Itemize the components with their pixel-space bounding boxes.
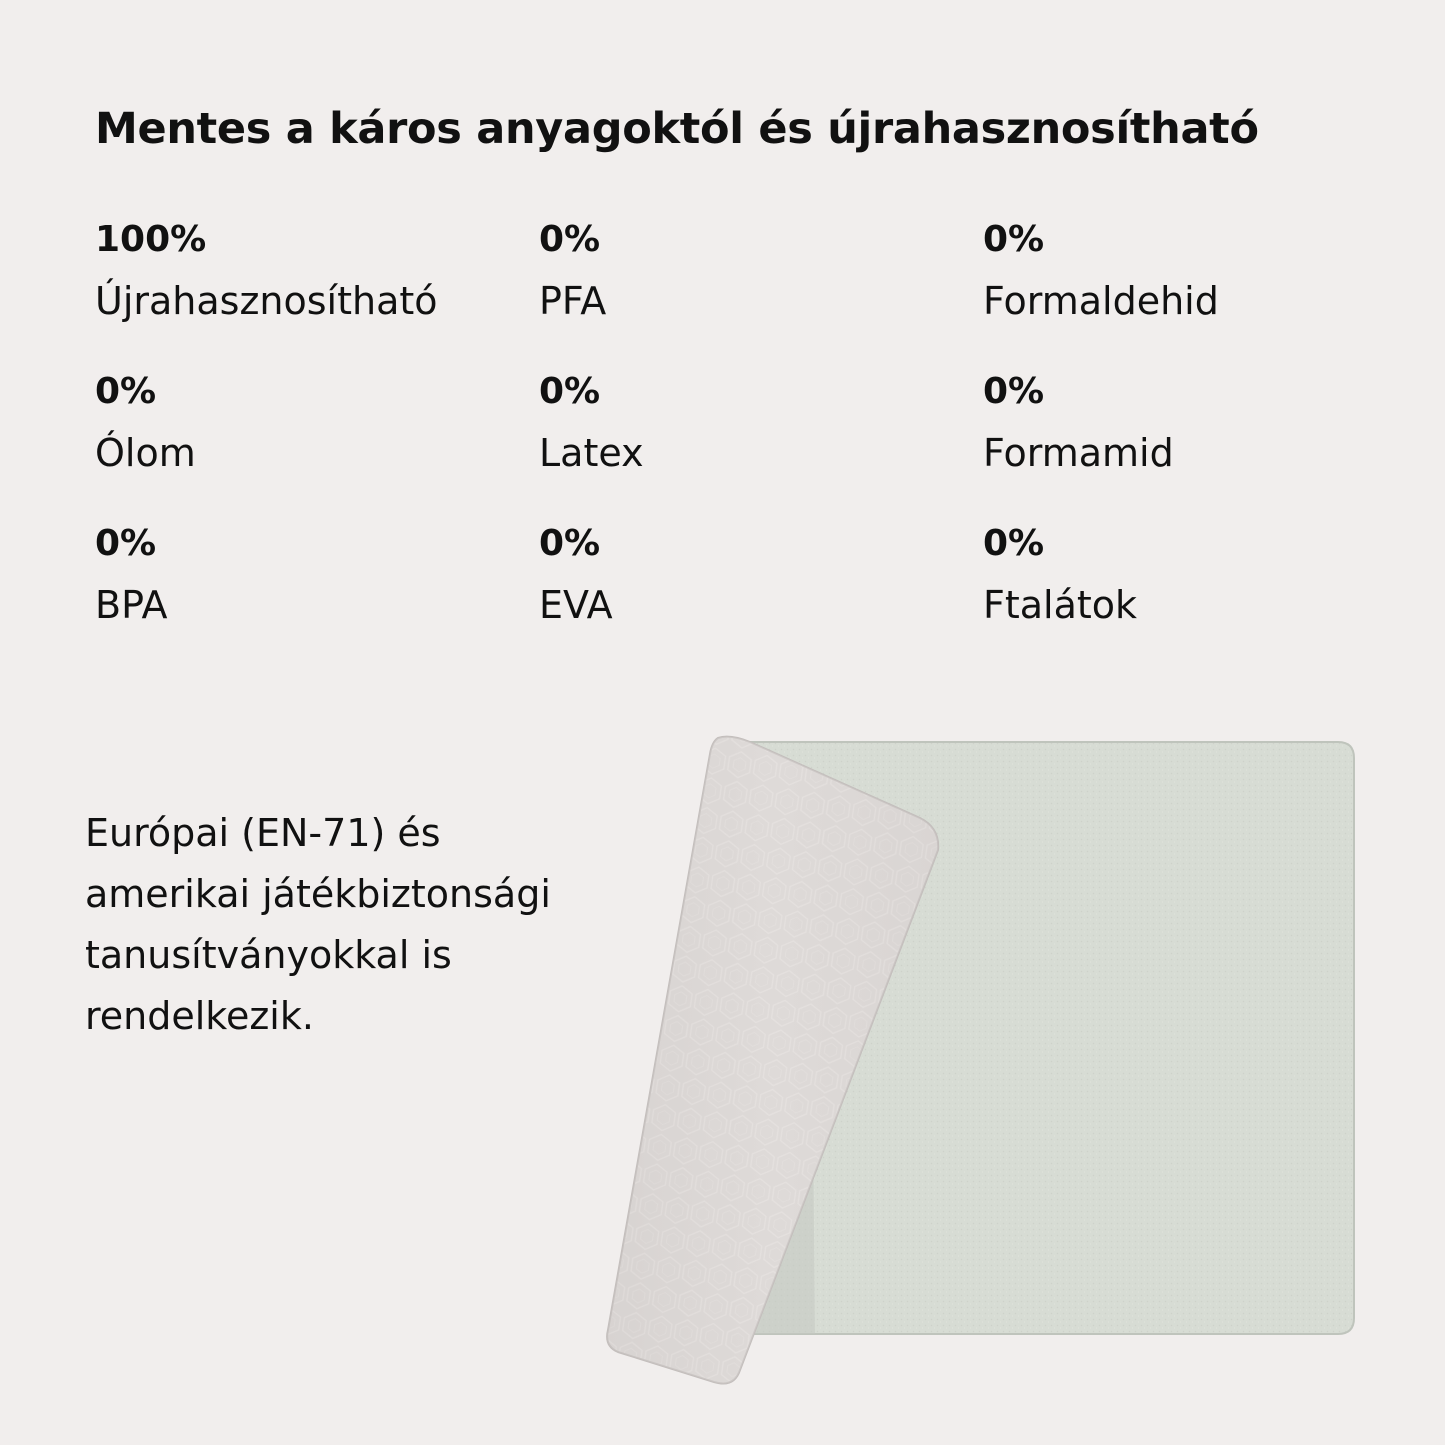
stat-value: 0% [95,371,157,412]
stat-label: Ftalátok [983,583,1138,627]
stat-value: 100% [95,219,207,260]
stat-item-recyclable [95,216,539,368]
stat-label: EVA [539,583,613,627]
stat-label: Latex [539,431,644,475]
stat-label: Ólom [95,431,196,475]
stat-item-bpa [95,520,539,672]
certification-line: tanusítványokkal is [85,933,452,977]
stat-value: 0% [983,523,1045,564]
stat-item-pfa [539,216,983,368]
stat-label: Formaldehid [983,279,1219,323]
stat-value: 0% [539,523,601,564]
stat-label: Újrahasznosítható [95,279,438,323]
stat-value: 0% [983,219,1045,260]
certification-line: amerikai játékbiztonsági [85,872,551,916]
stat-item-eva [539,520,983,672]
certification-text [85,803,645,1047]
stat-value: 0% [983,371,1045,412]
stat-value: 0% [539,371,601,412]
stat-value: 0% [539,219,601,260]
stat-item-lead [95,368,539,520]
stat-item-latex [539,368,983,520]
page-title: Mentes a káros anyagoktól és újrahasznosítható [95,104,1259,154]
certification-line: Európai (EN-71) és [85,811,441,855]
stat-item-formamide [983,368,1383,520]
stats-grid [95,216,1395,672]
stat-label: BPA [95,583,168,627]
stat-item-phthalates [983,520,1383,672]
play-mat-illustration [600,730,1370,1400]
certification-line: rendelkezik. [85,994,314,1038]
stat-label: Formamid [983,431,1174,475]
stat-value: 0% [95,523,157,564]
stat-item-formaldehyde [983,216,1383,368]
stat-label: PFA [539,279,607,323]
